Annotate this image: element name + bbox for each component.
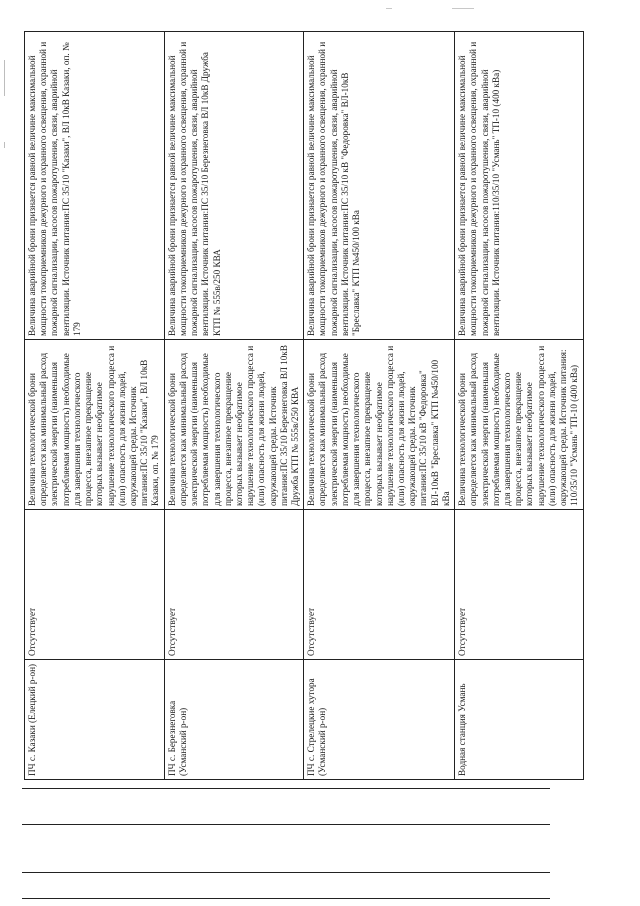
tech-armor-cell: Величина технологической брони определяется как минимальный расход электрической энергии (наименьшая потребляемая мощность) необходимые для завершения технологического процесса, внезапное прекращение которых вызывает необратимое нарушение технологического процесса и (или) опасность для жизни людей, окружающей среды. Источник питания:ПС 35/10 Березнеговка ВЛ 10кВ Дружба КТП № 555в/250 КВА xyxy=(164,340,304,510)
emergency-description-cell: Величина аварийной брони признается равной величине максимальной мощности токоприемников дежурного и охранного освещения, охранной и пожарной сигнализации, насосов пожаротушения, связи, аварийной вентиляции. Источник питания:ПС 35/10 "Казаки", ВЛ 10кВ Казаки, оп. № 179 xyxy=(25,32,165,340)
margin-mark xyxy=(4,60,5,96)
emergency-armor-cell: Отсутствует xyxy=(455,510,583,660)
rotated-table-wrapper xyxy=(24,32,580,780)
margin-mark xyxy=(4,142,5,148)
table-row xyxy=(164,32,304,780)
table-row xyxy=(455,32,583,780)
scan-speck xyxy=(386,8,392,9)
horizontal-rule xyxy=(22,872,550,873)
facility-name-cell: Водная станция Усмань xyxy=(455,660,583,780)
tech-armor-cell: Величина технологической брони определяется как минимальный расход электрической энергии (наименьшая потребляемая мощность) необходимые для завершения технологического процесса, внезапное прекращение которых вызывает необратимое нарушение технологического процесса и (или) опасность для жизни людей, окружающей среды. Источник питания:ПС 35/10 кВ "Федоровка" ВЛ-10кВ "Бреславка" КТП №450/100 кВа xyxy=(304,340,455,510)
scan-speck xyxy=(452,8,474,9)
horizontal-rule xyxy=(22,788,550,789)
table-row xyxy=(304,32,455,780)
facility-name-cell: ПЧ с. Стрелецкие хутора (Усманский р-он) xyxy=(304,660,455,780)
emergency-description-cell: Величина аварийной брони признается равной величине максимальной мощности токоприемников дежурного и охранного освещения, охранной и пожарной сигнализации, насосов пожаротушения, связи, аварийной вентиляции. Источник питания:110/35/10 "Усмань" ТП-10 (400 кВа) xyxy=(455,32,583,340)
emergency-description-cell: Величина аварийной брони признается равной величине максимальной мощности токоприемников дежурного и охранного освещения, охранной и пожарной сигнализации, насосов пожаротушения, связи, аварийной вентиляции. Источник питания:ПС 35/10 кВ "Федоровка" ВЛ-10кВ "Бреславка" КТП №450/100 кВа xyxy=(304,32,455,340)
emergency-armor-cell: Отсутствует xyxy=(25,510,165,660)
facility-name-cell: ПЧ с. Березнеговка (Усманский р-он) xyxy=(164,660,304,780)
horizontal-rule xyxy=(22,898,550,899)
horizontal-rule xyxy=(22,824,550,825)
tech-armor-cell: Величина технологической брони определяется как минимальный расход электрической энергии (наименьшая потребляемая мощность) необходимые для завершения технологического процесса, внезапное прекращение которых вызывает необратимое нарушение технологического процесса и (или) опасность для жизни людей, окружающей среды. Источник питания:ПС 35/10 "Казаки", ВЛ 10кВ Казаки, оп. № 179 xyxy=(25,340,165,510)
emergency-armor-cell: Отсутствует xyxy=(304,510,455,660)
table-row xyxy=(25,32,165,780)
tech-armor-cell: Величина технологической брони определяется как минимальный расход электрической энергии (наименьшая потребляемая мощность) необходимые для завершения технологического процесса, внезапное прекращение которых вызывает необратимое нарушение технологического процесса и (или) опасность для жизни людей, окружающей среды. Источник питания: 110/35/10 "Усмань" ТП-10 (400 кВа) xyxy=(455,340,583,510)
power-reserve-table xyxy=(24,31,584,780)
facility-name-cell: ПЧ с. Казаки (Елецкий р-он) xyxy=(25,660,165,780)
emergency-armor-cell: Отсутствует xyxy=(164,510,304,660)
emergency-description-cell: Величина аварийной брони признается равной величине максимальной мощности токоприемников дежурного и охранного освещения, охранной и пожарной сигнализации, насосов пожаротушения, связи, аварийной вентиляции. Источник питания:ПС 35/10 Березнеговка ВЛ 10кВ Дружба КТП № 555в/250 КВА xyxy=(164,32,304,340)
